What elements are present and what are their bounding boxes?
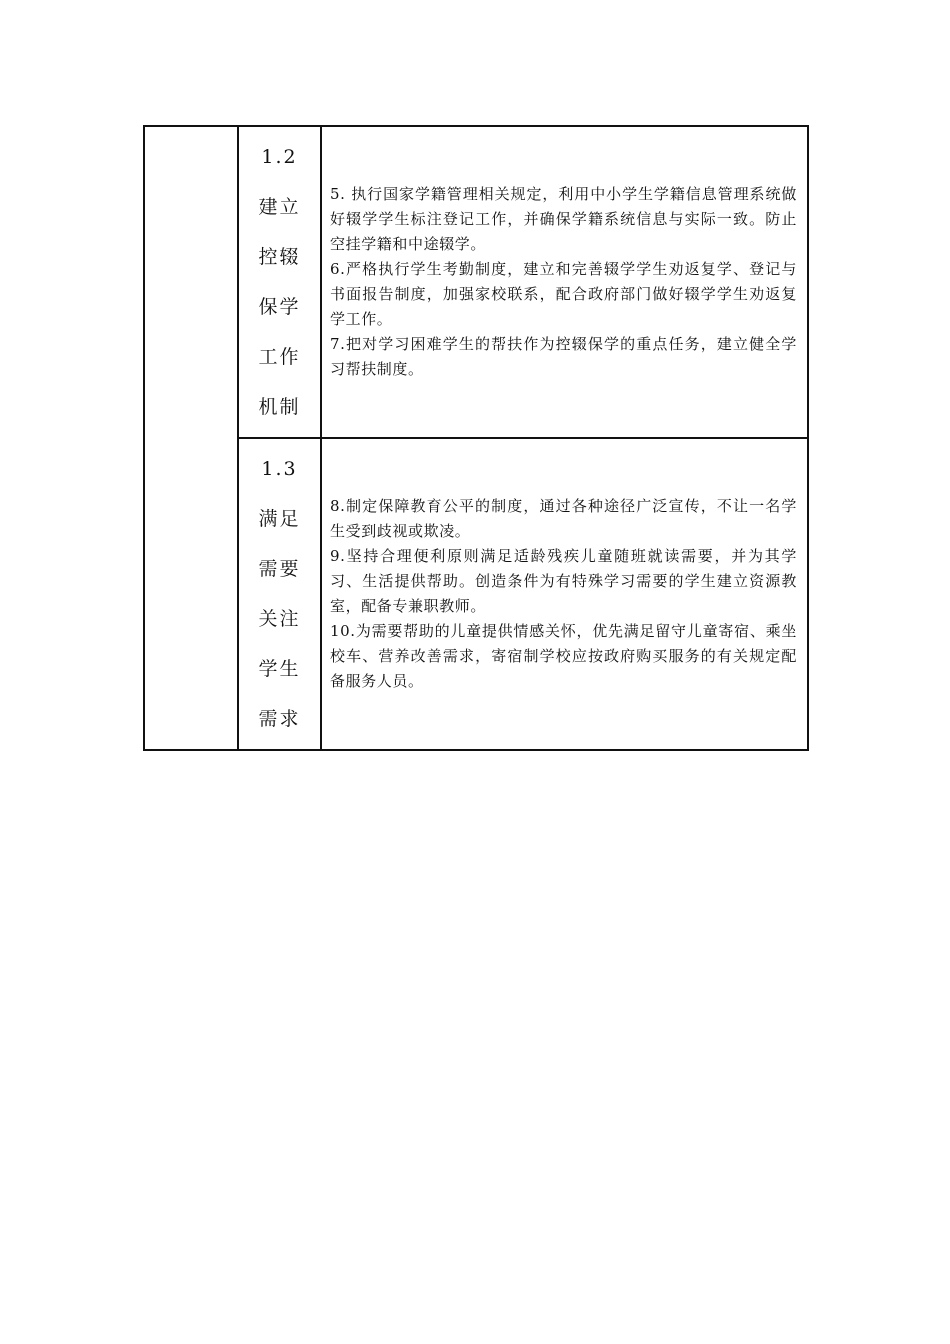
requirement-item: 7.把对学习困难学生的帮扶作为控辍保学的重点任务，建立健全学习帮扶制度。: [330, 335, 797, 378]
requirement-item: 8.制定保障教育公平的制度，通过各种途径广泛宣传，不让一名学生受到歧视或欺凌。: [330, 497, 797, 540]
subtitle-line: 需求: [258, 708, 301, 730]
requirement-item: 5. 执行国家学籍管理相关规定，利用中小学生学籍信息管理系统做好辍学学生标注登记工作，并确保学籍系统信息与实际一致。防止空挂学籍和中途辍学。: [330, 185, 797, 253]
subcategory-cell: [238, 126, 321, 438]
subtitle-line: 满足: [258, 508, 301, 530]
subcategory-title: [239, 132, 320, 432]
requirements-list: [330, 182, 797, 382]
category-cell: [144, 126, 238, 750]
subtitle-line: 机制: [258, 396, 301, 418]
subtitle-line: 需要: [258, 558, 301, 580]
subtitle-line: 建立: [258, 196, 301, 218]
subcategory-title: [239, 444, 320, 744]
table-row: [144, 438, 808, 750]
requirement-item: 9.坚持合理便利原则满足适龄残疾儿童随班就读需要，并为其学习、生活提供帮助。创造条件为有特殊学习需要的学生建立资源教室，配备专兼职教师。: [330, 547, 797, 615]
subcategory-cell: [238, 438, 321, 750]
subtitle-line: 1.3: [261, 458, 298, 480]
table-row: [144, 126, 808, 438]
requirements-cell: [321, 438, 808, 750]
requirements-list: [330, 494, 797, 694]
subtitle-line: 工作: [258, 346, 301, 368]
requirement-item: 6.严格执行学生考勤制度，建立和完善辍学学生劝返复学、登记与书面报告制度，加强家校联系，配合政府部门做好辍学学生劝返复学工作。: [330, 260, 797, 328]
standards-table: [143, 125, 809, 751]
subtitle-line: 1.2: [261, 146, 298, 168]
subtitle-line: 控辍: [258, 246, 301, 268]
requirements-cell: [321, 126, 808, 438]
subtitle-line: 关注: [258, 608, 301, 630]
subtitle-line: 保学: [258, 296, 301, 318]
subtitle-line: 学生: [258, 658, 301, 680]
requirement-item: 10.为需要帮助的儿童提供情感关怀，优先满足留守儿童寄宿、乘坐校车、营养改善需求，寄宿制学校应按政府购买服务的有关规定配备服务人员。: [330, 622, 797, 690]
